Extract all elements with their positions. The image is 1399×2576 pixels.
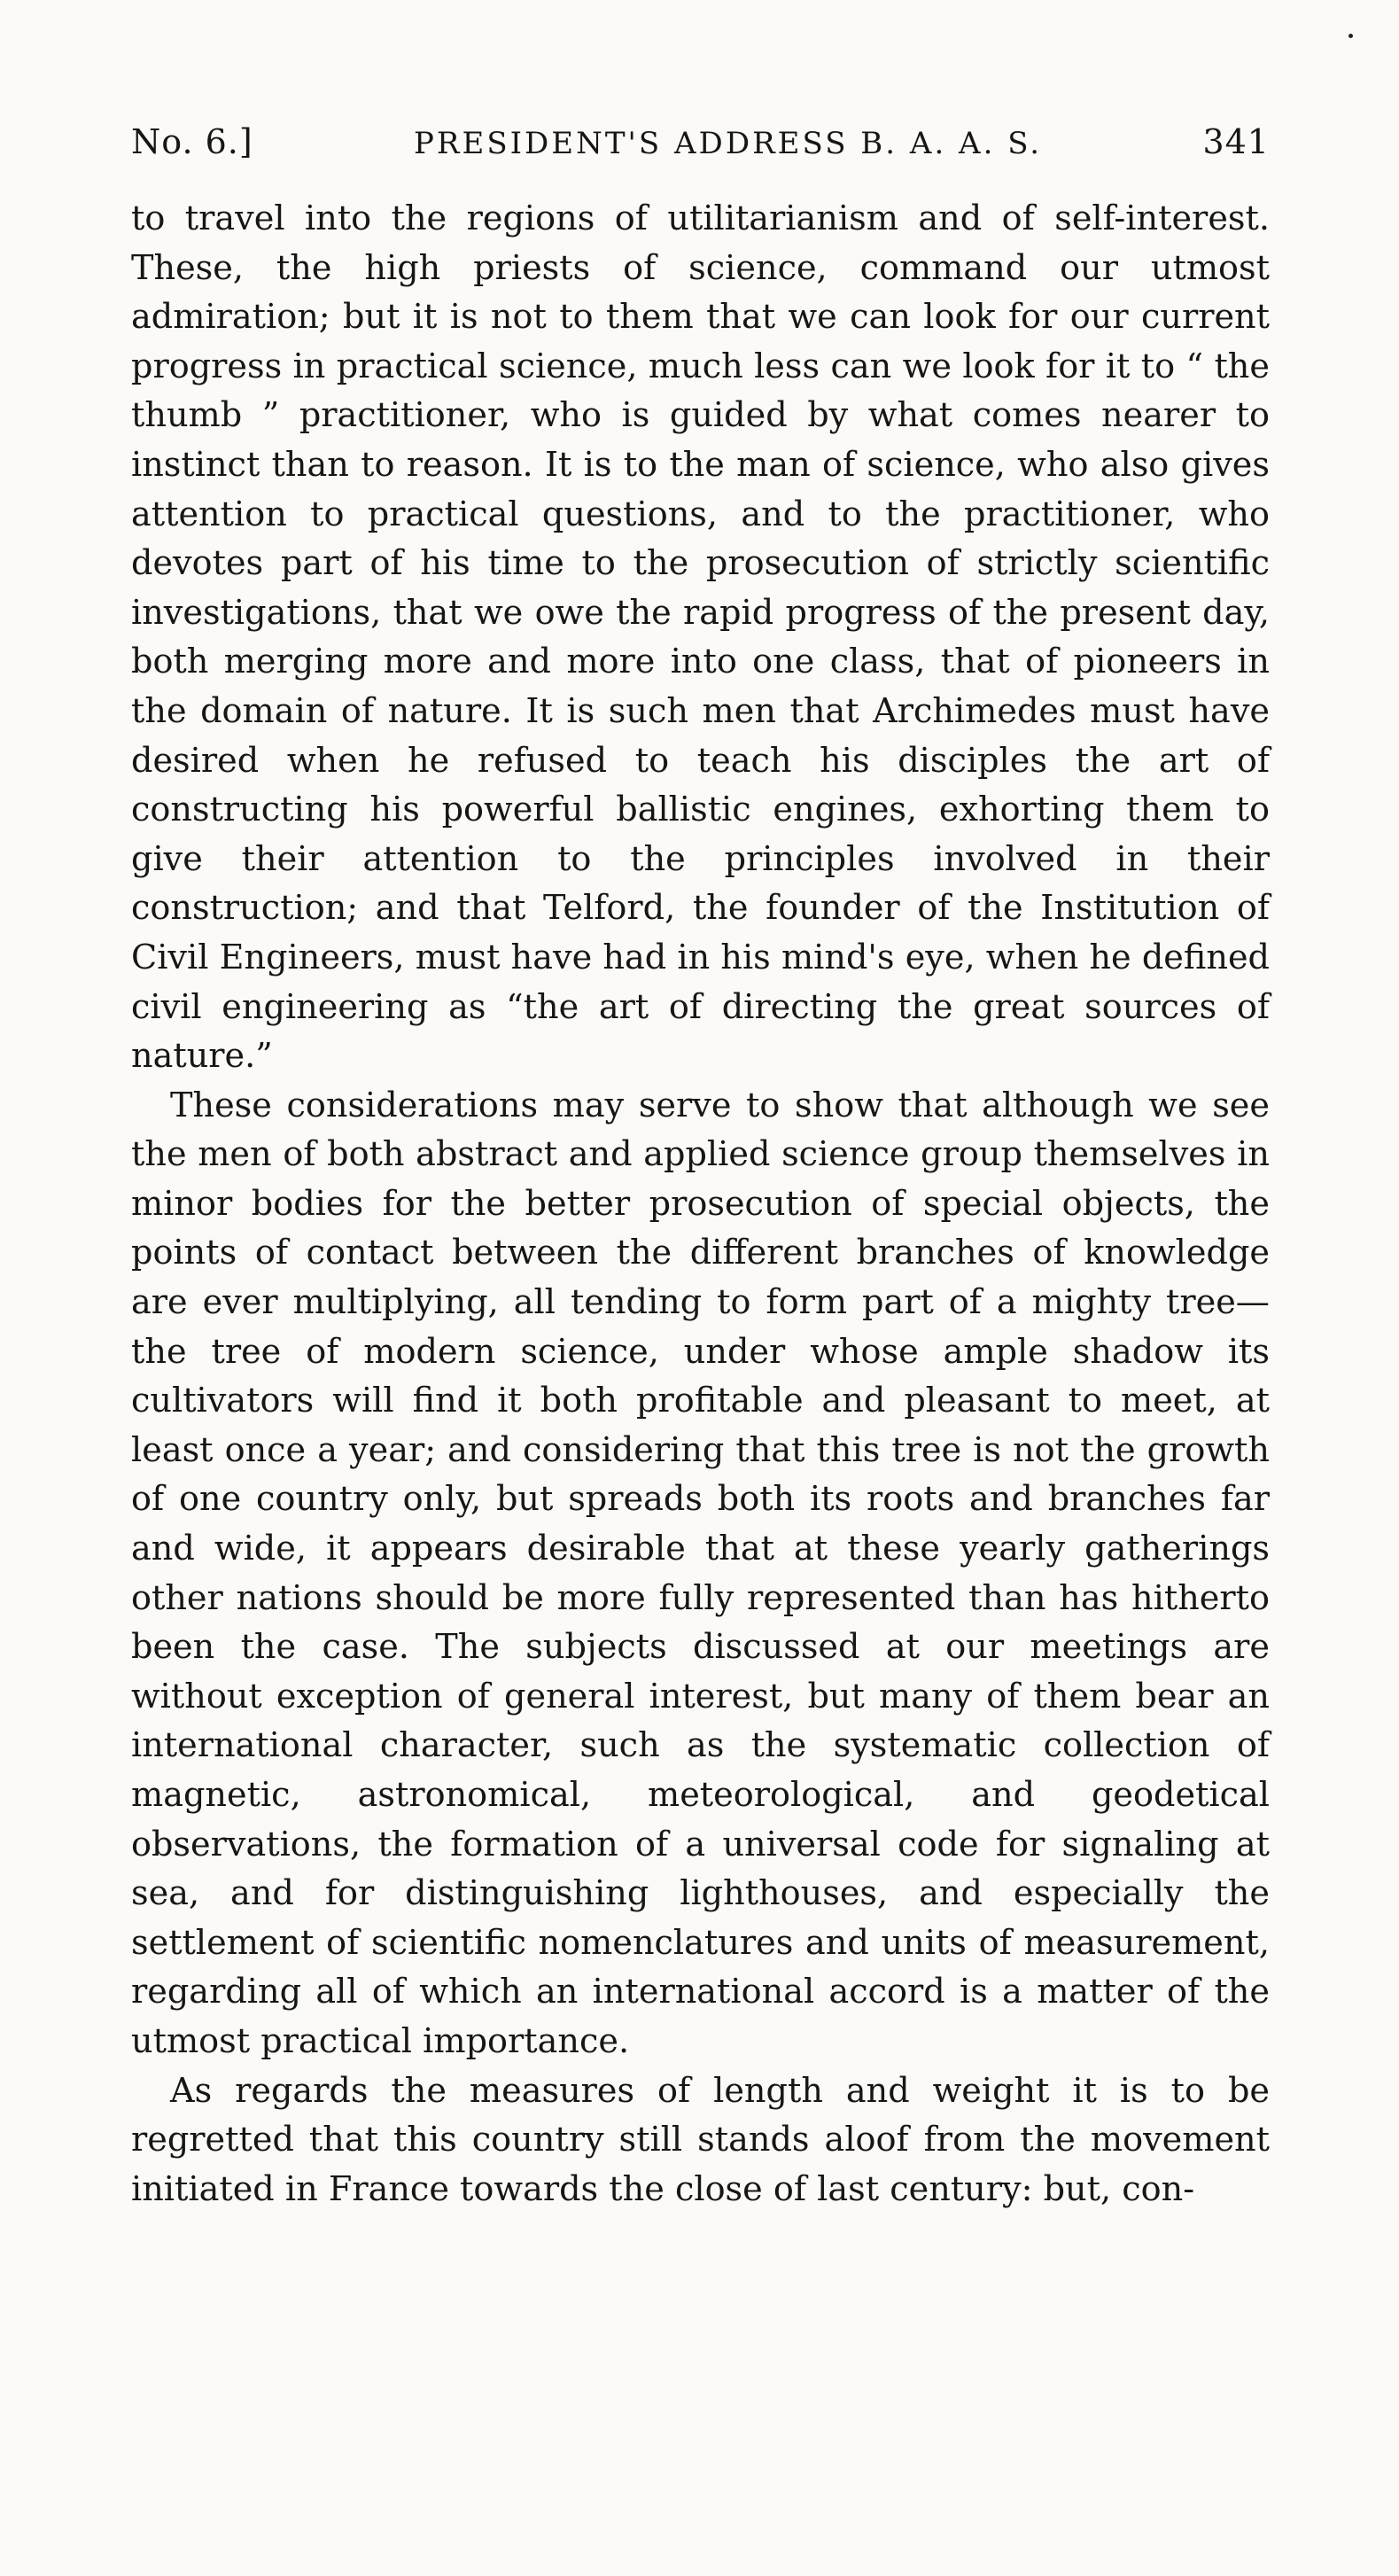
paragraph-2: These considerations may serve to show that although we see the men of both abstract and applied science group themselves in minor bodies for the better prosecution of special objects, the points of contact between the different branches of knowledge are ever multiplying, all tending to form part of a mighty tree—the tree of modern science, under whose ample shadow its cultivators will find it both profitable and pleasant to meet, at least once a year; and considering that this tree is not the growth of one country only, but spreads both its roots and branches far and wide, it appears desirable that at these yearly gatherings other nations should be more fully represented than has hitherto been the case. The subjects discussed at our meetings are without exception of general interest, but many of them bear an international character, such as the systematic collection of magnetic, astronomical, meteorological, and geodetical observations, the formation of a universal code for signaling at sea, and for distinguishing lighthouses, and especially the settlement of scientific nomenclatures and units of measurement, regarding all of which an international accord is a matter of the utmost practical importance. bbox=[131, 1086, 1270, 2061]
margin-dot bbox=[1348, 34, 1353, 38]
paragraph-1: to travel into the regions of utilitarianism and of self-interest. These, the high priests of science, command our utmost admiration; but it is not to them that we can look for our current progress in practical science, much less can we look for it to “ the thumb ” practitioner, who is guided by what comes nearer to instinct than to reason. It is to the man of science, who also gives attention to practical questions, and to the practitioner, who devotes part of his time to the prosecution of strictly scientific investigations, that we owe the rapid progress of the present day, both merging more and more into one class, that of pioneers in the domain of nature. It is such men that Archimedes must have desired when he refused to teach his disciples the art of constructing his powerful ballistic engines, exhorting them to give their attention to the principles involved in their construction; and that Telford, the founder of the Institution of Civil Engineers, must have had in his mind's eye, when he defined civil engineering as “the art of directing the great sources of nature.” bbox=[131, 199, 1270, 1077]
page-number: 341 bbox=[1202, 122, 1270, 161]
running-title: PRESIDENT'S ADDRESS B. A. A. S. bbox=[414, 126, 1043, 161]
page bbox=[131, 122, 1270, 2214]
body-text bbox=[131, 195, 1270, 2214]
paragraph-3: As regards the measures of length and weight it is to be regretted that this country still stands aloof from the movement initiated in France towards the close of last century: but, con- bbox=[131, 2071, 1270, 2209]
journal-number: No. 6.] bbox=[131, 122, 253, 161]
running-head bbox=[131, 122, 1270, 175]
